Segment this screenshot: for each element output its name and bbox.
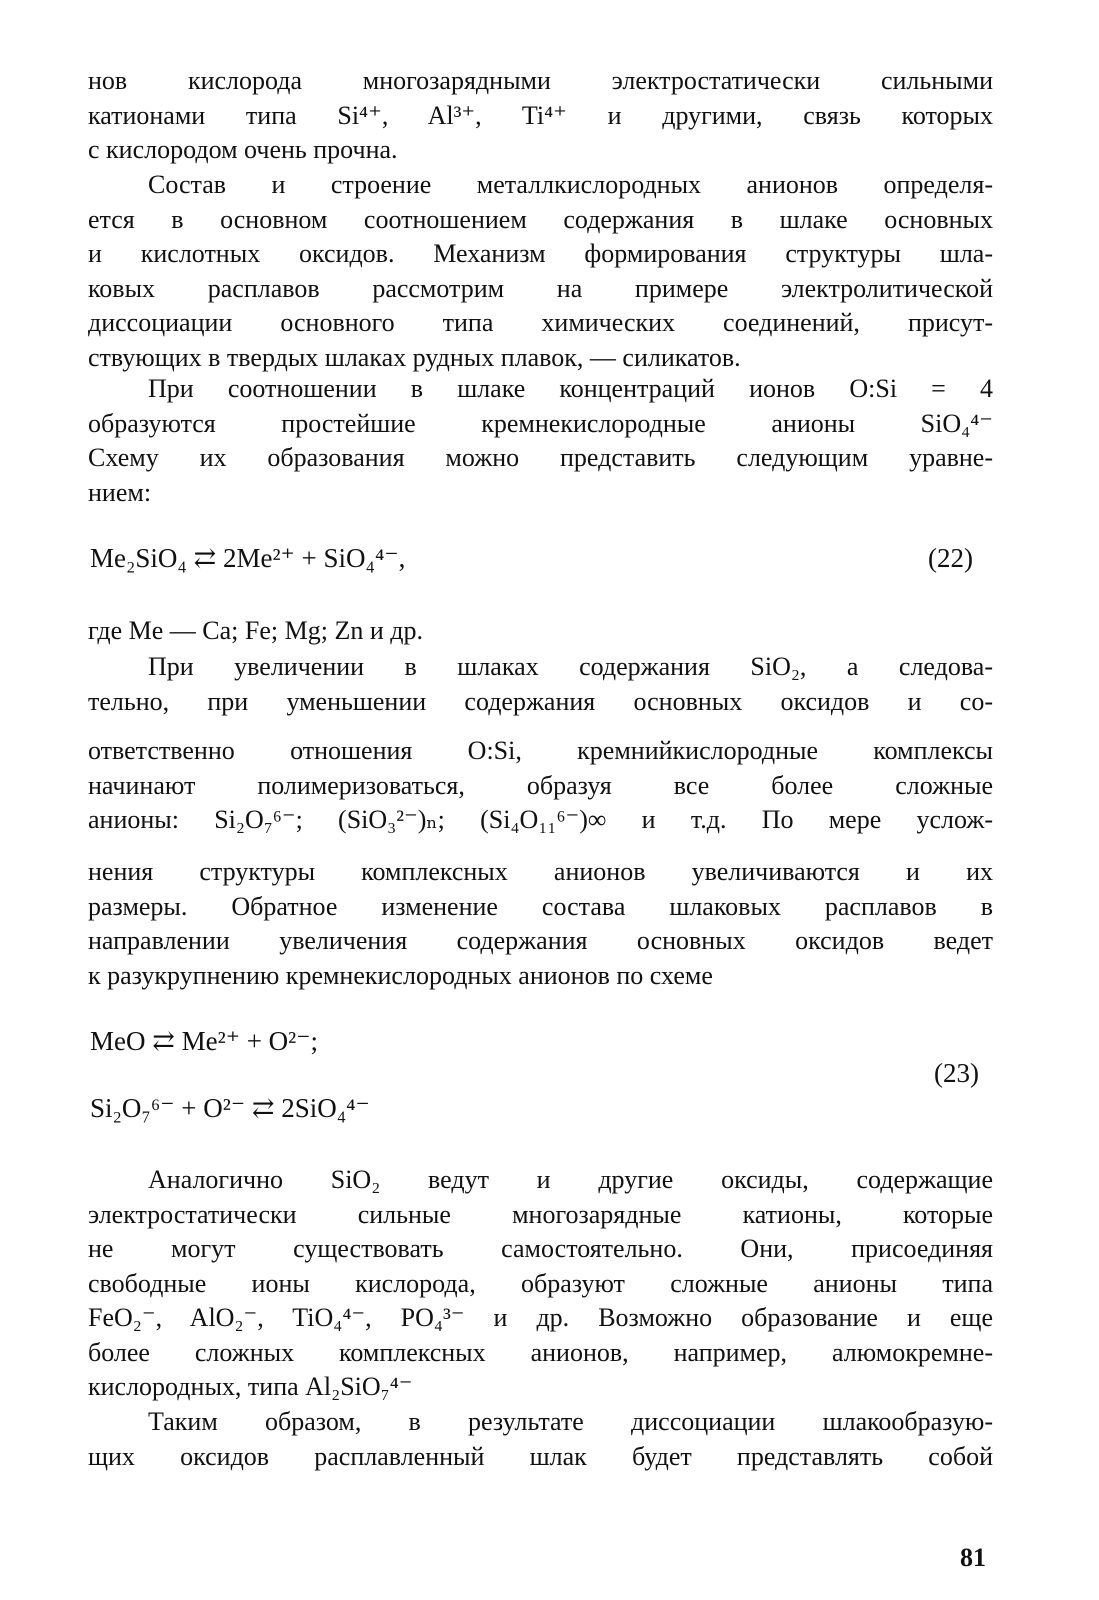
- text-line: ствующих в твердых шлаках рудных плавок, — силикатов.: [88, 342, 741, 372]
- paragraph-7: [88, 1163, 993, 1405]
- where-line-block: [88, 614, 993, 649]
- text-line: Схему их образования можно представить следующим уравне-: [88, 443, 993, 472]
- text-line: ется в основном соотношением содержания в шлаке основных: [88, 204, 993, 234]
- page-number: 81: [960, 1543, 986, 1572]
- text-line: размеры. Обратное изменение состава шлаковых расплавов в: [88, 891, 993, 921]
- text-line: анионы: Si₂O₇⁶⁻; (SiO₃²⁻)ₙ; (Si₄O₁₁⁶⁻)∞ и т.д. По мере услож-: [88, 805, 993, 834]
- text-line: и кислотных оксидов. Механизм формирования структуры шла-: [88, 239, 993, 268]
- paragraph-2: [88, 168, 993, 375]
- text-line: электростатически сильные многозарядные катионы, которые: [88, 1199, 993, 1229]
- text-line: нов кислорода многозарядными электростатически сильными: [88, 66, 993, 95]
- where-line: где Me — Ca; Fe; Mg; Zn и др.: [88, 616, 423, 645]
- text-line: начинают полимеризоваться, образуя все более сложные: [88, 770, 993, 800]
- equation-23-number: (23): [934, 1058, 979, 1088]
- paragraph-6: [88, 855, 993, 993]
- text-line: При увеличении в шлаках содержания SiO₂, а следова-: [148, 652, 993, 681]
- equation-23-line-2: Si₂O₇⁶⁻ + O²⁻ ⇄ 2SiO₄⁴⁻: [90, 1093, 370, 1123]
- text-line: более сложных комплексных анионов, например, алюмокремне-: [88, 1337, 993, 1367]
- text-line: При соотношении в шлаке концентраций ионов O:Si = 4: [148, 374, 993, 403]
- text-line: Состав и строение металлкислородных анионов определя-: [148, 170, 993, 199]
- equation-22-number: (22): [928, 543, 973, 573]
- equation-22: Me₂SiO₄ ⇄ 2Me²⁺ + SiO₄⁴⁻,: [90, 543, 406, 573]
- text-line: не могут существовать самостоятельно. Они, присоединяя: [88, 1234, 993, 1263]
- text-line: щих оксидов расплавленный шлак будет представлять собой: [88, 1441, 993, 1471]
- paragraph-4: [88, 650, 993, 719]
- paragraph-3: [88, 372, 993, 510]
- text-line: катионами типа Si⁴⁺, Al³⁺, Ti⁴⁺ и другими, связь которых: [88, 100, 993, 130]
- text-line: с кислородом очень прочна.: [88, 135, 398, 164]
- equation-23-line-1: MeO ⇄ Me²⁺ + O²⁻;: [90, 1026, 319, 1056]
- paragraph-8: [88, 1405, 993, 1474]
- text-line: кислородных, типа Al₂SiO₇⁴⁻: [88, 1372, 413, 1401]
- text-line: диссоциации основного типа химических соединений, присут-: [88, 308, 993, 337]
- text-line: направлении увеличения содержания основных оксидов ведет: [88, 926, 993, 955]
- text-line: нием:: [88, 477, 152, 507]
- text-line: нения структуры комплексных анионов увеличиваются и их: [88, 857, 993, 886]
- text-line: FeO₂⁻, AlO₂⁻, TiO₄⁴⁻, PO₄³⁻ и др. Возможно образование и еще: [88, 1303, 993, 1332]
- text-line: Аналогично SiO₂ ведут и другие оксиды, содержащие: [148, 1165, 993, 1194]
- text-line: свободные ионы кислорода, образуют сложные анионы типа: [88, 1268, 993, 1298]
- text-line: ковых расплавов рассмотрим на примере электролитической: [88, 273, 993, 303]
- paragraph-5: [88, 734, 993, 838]
- text-line: образуются простейшие кремнекислородные анионы SiO₄⁴⁻: [88, 408, 993, 438]
- text-line: Таким образом, в результате диссоциации шлакообразую-: [148, 1407, 993, 1436]
- text-line: ответственно отношения O:Si, кремнийкислородные комплексы: [88, 736, 993, 765]
- paragraph-1: [88, 64, 993, 168]
- text-line: к разукрупнению кремнекислородных анионов по схеме: [88, 960, 713, 990]
- text-line: тельно, при уменьшении содержания основных оксидов и со-: [88, 686, 993, 716]
